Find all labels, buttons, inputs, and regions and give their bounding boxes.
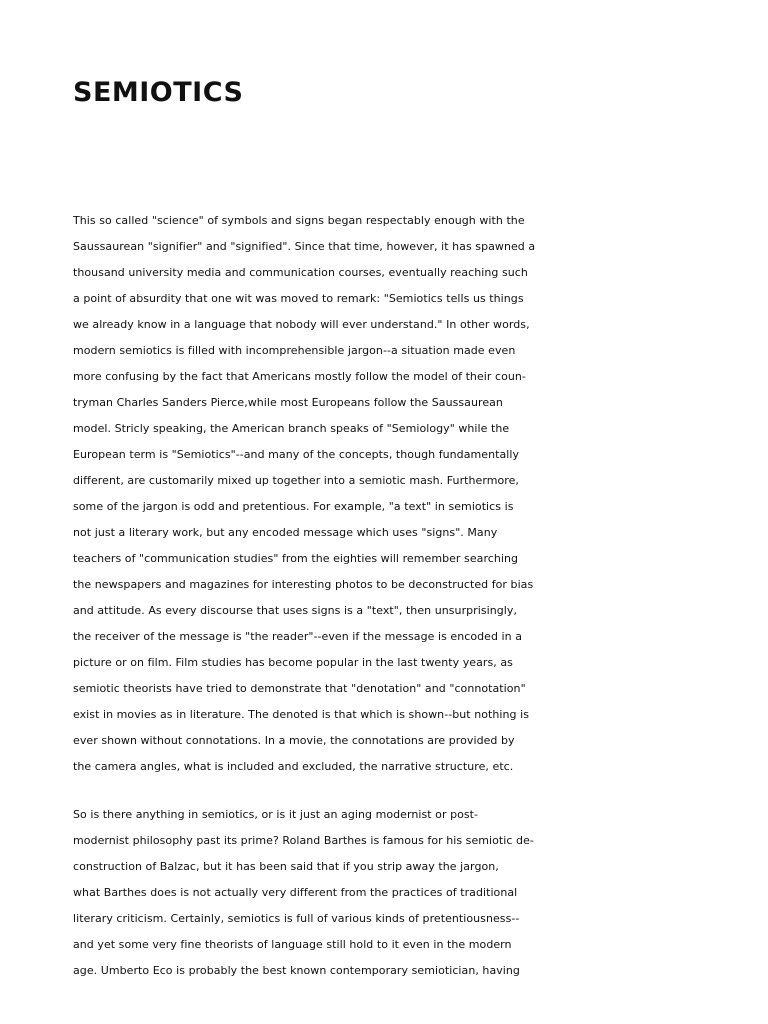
paragraph-line: Saussaurean "signifier" and "signified". Since that time, however, it has spawned a: [73, 240, 536, 253]
paragraph-line: semiotic theorists have tried to demonstrate that "denotation" and "connotation": [73, 682, 526, 695]
paragraph-line: modern semiotics is filled with incomprehensible jargon--a situation made even: [73, 344, 516, 357]
paragraph-line: modernist philosophy past its prime? Roland Barthes is famous for his semiotic de-: [73, 834, 534, 847]
paragraph-line: construction of Balzac, but it has been said that if you strip away the jargon,: [73, 860, 499, 873]
paragraph-line: the newspapers and magazines for interesting photos to be deconstructed for bias: [73, 578, 534, 591]
paragraph-line: literary criticism. Certainly, semiotics is full of various kinds of pretentiousness--: [73, 912, 520, 925]
paragraph-line: European term is "Semiotics"--and many of the concepts, though fundamentally: [73, 448, 520, 461]
paragraph-line: picture or on film. Film studies has become popular in the last twenty years, as: [73, 656, 513, 669]
paragraph-line: what Barthes does is not actually very different from the practices of traditional: [73, 886, 518, 899]
paragraph-line: This so called "science" of symbols and signs began respectably enough with the: [73, 214, 525, 227]
paragraph-line: different, are customarily mixed up together into a semiotic mash. Furthermore,: [73, 474, 519, 487]
paragraph-1: [73, 208, 713, 780]
page-title: SEMIOTICS: [73, 77, 244, 108]
paragraph-line: ever shown without connotations. In a movie, the connotations are provided by: [73, 734, 515, 747]
paragraph-line: we already know in a language that nobody will ever understand." In other words,: [73, 318, 530, 331]
paragraph-line: some of the jargon is odd and pretentious. For example, "a text" in semiotics is: [73, 500, 514, 513]
paragraph-line: model. Stricly speaking, the American branch speaks of "Semiology" while the: [73, 422, 510, 435]
paragraph-line: exist in movies as in literature. The denoted is that which is shown--but nothing is: [73, 708, 529, 721]
paragraph-line: So is there anything in semiotics, or is it just an aging modernist or post-: [73, 808, 479, 821]
paragraph-line: teachers of "communication studies" from the eighties will remember searching: [73, 552, 519, 565]
paragraph-line: a point of absurdity that one wit was moved to remark: "Semiotics tells us things: [73, 292, 524, 305]
paragraph-line: tryman Charles Sanders Pierce,while most Europeans follow the Saussaurean: [73, 396, 503, 409]
paragraph-line: not just a literary work, but any encoded message which uses "signs". Many: [73, 526, 498, 539]
paragraph-line: and yet some very fine theorists of language still hold to it even in the modern: [73, 938, 512, 951]
paragraph-line: the camera angles, what is included and excluded, the narrative structure, etc.: [73, 760, 514, 773]
paragraph-line: the receiver of the message is "the reader"--even if the message is encoded in a: [73, 630, 523, 643]
paragraph-line: and attitude. As every discourse that uses signs is a "text", then unsurprisingly,: [73, 604, 518, 617]
paragraph-2: [73, 802, 713, 984]
paragraph-line: age. Umberto Eco is probably the best known contemporary semiotician, having: [73, 964, 520, 977]
paragraph-line: more confusing by the fact that Americans mostly follow the model of their coun-: [73, 370, 526, 383]
paragraph-line: thousand university media and communication courses, eventually reaching such: [73, 266, 528, 279]
